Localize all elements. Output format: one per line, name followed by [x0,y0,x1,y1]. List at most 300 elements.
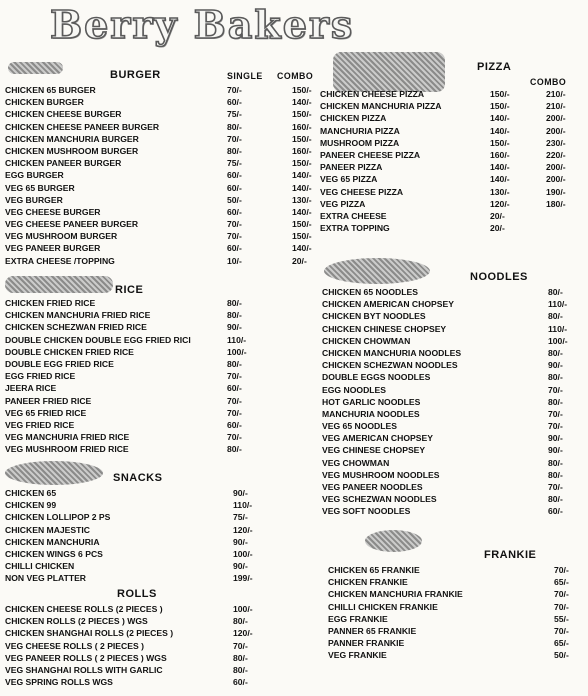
rolls-list [5,603,330,688]
item-price: 80/- [227,444,242,455]
menu-item [320,173,585,185]
item-single-price: 60/- [227,182,242,193]
item-combo-price: 140/- [292,170,312,181]
item-combo-price: 210/- [546,101,566,112]
menu-item [5,242,330,254]
item-name: CHICKEN MANCHURIA NOODLES [322,347,462,358]
item-name: CHICKEN 65 NOODLES [322,287,418,297]
item-combo-price: 200/- [546,162,566,173]
menu-item [5,133,330,145]
item-name: VEG 65 BURGER [5,182,75,193]
menu-item [322,286,585,298]
item-name: CHICKEN MUSHROOM BURGER [5,145,139,156]
item-combo-price: 200/- [546,125,566,136]
menu-item [328,649,585,661]
frankie-section [328,546,585,662]
item-name: VEG BURGER [5,194,63,205]
item-name: CHICKEN MANCHURIA BURGER [5,133,139,144]
menu-item [322,323,585,335]
item-price: 100/- [233,604,253,614]
menu-item [320,125,585,137]
item-combo-price: 140/- [292,182,312,193]
menu-item [5,431,330,443]
item-name: VEG CHINESE CHOPSEY [322,445,426,456]
item-combo-price: 200/- [546,113,566,124]
menu-item [5,615,330,627]
menu-item [320,137,585,149]
item-single-price: 75/- [227,158,242,169]
item-single-price: 150/- [490,137,510,148]
menu-item [322,481,585,493]
item-name: EXTRA CHEESE /TOPPING [5,255,115,266]
menu-item [5,358,330,370]
menu-item [5,321,330,333]
item-name: CHICKEN LOLLIPOP 2 PS [5,512,111,523]
item-single-price: 70/- [227,219,242,230]
item-name: CHILLI CHICKEN FRANKIE [328,601,438,612]
burger-title: BURGER [110,69,161,81]
item-name: VEG CHEESE BURGER [5,206,101,217]
menu-item [322,298,585,310]
menu-item [322,408,585,420]
noodles-header [322,268,585,286]
menu-item [5,145,330,157]
item-name: VEG PANEER NOODLES [322,482,423,492]
item-price: 100/- [233,548,253,559]
item-name: DOUBLE EGG FRIED RICE [5,358,114,369]
item-combo-price: 230/- [546,137,566,148]
menu-item [322,396,585,408]
menu-item [322,444,585,456]
item-name: VEG PIZZA [320,198,366,209]
frankie-list [328,564,585,662]
item-single-price: 140/- [490,174,510,185]
item-price: 70/- [548,421,563,432]
item-combo-price: 180/- [546,198,566,209]
snacks-header [5,469,330,487]
menu-item [5,309,330,321]
item-name: PANNER 65 FRANKIE [328,625,417,636]
item-single-price: 60/- [227,170,242,181]
item-name: VEG FRANKIE [328,650,387,661]
item-combo-price: 160/- [292,145,312,156]
item-name: VEG CHEESE PANEER BURGER [5,219,139,230]
item-name: CHICKEN ROLLS (2 PIECES ) WGS [5,616,148,627]
menu-item [5,169,330,181]
item-single-price: 160/- [490,149,510,160]
item-name: CHICKEN CHEESE PIZZA [320,89,425,99]
item-price: 70/- [233,640,248,651]
item-name: PANEER PIZZA [320,162,383,173]
item-name: CHICKEN SCHEZWAN FRIED RICE [5,322,147,333]
item-price: 80/- [548,372,563,383]
menu-item [5,499,330,511]
snacks-list [5,487,330,585]
item-name: VEG SHANGHAI ROLLS WITH GARLIC [5,664,163,675]
item-single-price: 130/- [490,186,510,197]
menu-item [320,222,585,234]
item-price: 90/- [233,536,248,547]
brand-logo: Berry Bakers [50,2,355,47]
item-name: CHICKEN FRANKIE [328,577,408,588]
item-name: VEG PANEER ROLLS ( 2 PIECES ) WGS [5,652,167,663]
menu-item [322,457,585,469]
menu-item [5,206,330,218]
menu-item [5,297,330,309]
item-combo-price: 130/- [292,194,312,205]
item-name: JEERA RICE [5,383,57,394]
item-name: CHICKEN SHANGHAI ROLLS (2 PIECES ) [5,628,174,639]
menu-item [320,198,585,210]
menu-item [5,84,330,96]
item-price: 70/- [227,432,242,443]
item-single-price: 140/- [490,125,510,136]
item-price: 199/- [233,573,253,584]
menu-item [320,161,585,173]
item-price: 90/- [227,322,242,333]
burger-header [5,66,330,84]
item-price: 70/- [548,408,563,419]
item-price: 80/- [548,469,563,480]
item-combo-price: 150/- [292,231,312,242]
item-price: 80/- [548,396,563,407]
menu-item [5,548,330,560]
item-name: PANNER FRANKIE [328,638,405,649]
rice-title: RICE [115,284,144,296]
item-name: CHILLI CHICKEN [5,561,75,572]
item-single-price: 70/- [227,85,242,95]
item-name: MUSHROOM PIZZA [320,137,400,148]
menu-item [320,100,585,112]
item-name: VEG CHEESE ROLLS ( 2 PIECES ) [5,640,144,651]
menu-item [5,419,330,431]
pizza-section [320,58,585,234]
noodles-title: NOODLES [470,271,528,283]
menu-item [5,524,330,536]
item-name: VEG CHOWMAN [322,457,390,468]
pizza-header [320,58,585,76]
item-name: DOUBLE CHICKEN DOUBLE EGG FRIED RICI [5,334,191,345]
item-price: 80/- [548,494,563,505]
item-combo-price: 200/- [546,174,566,185]
noodles-list [322,286,585,518]
frankie-header [328,546,585,564]
item-combo-price: 150/- [292,158,312,169]
item-combo-price: 150/- [292,109,312,120]
menu-item [322,469,585,481]
item-price: 120/- [233,524,253,535]
item-price: 60/- [227,383,242,394]
menu-item [328,576,585,588]
menu-item [5,560,330,572]
item-single-price: 75/- [227,109,242,120]
menu-item [5,96,330,108]
item-name: VEG AMERICAN CHOPSEY [322,433,433,444]
menu-item [5,536,330,548]
item-name: VEG MUSHROOM FRIED RICE [5,444,129,455]
rice-section [5,283,330,455]
item-name: CHICKEN CHOWMAN [322,335,411,346]
item-price: 80/- [227,298,242,308]
item-name: EGG NOODLES [322,384,386,395]
item-price: 90/- [548,433,563,444]
item-price: 70/- [554,565,569,575]
menu-item [320,210,585,222]
item-price: 70/- [227,371,242,382]
item-name: CHICKEN CHEESE BURGER [5,109,122,120]
menu-item [5,334,330,346]
rolls-section [5,585,330,688]
item-name: EGG FRIED RICE [5,371,76,382]
item-name: CHICKEN PIZZA [320,113,387,124]
item-name: DOUBLE CHICKEN FRIED RICE [5,346,134,357]
item-price: 80/- [548,287,563,297]
item-price: 70/- [554,601,569,612]
menu-item [320,149,585,161]
item-name: EXTRA CHEESE [320,210,387,221]
menu-item [5,664,330,676]
item-price: 120/- [233,628,253,639]
item-price: 65/- [554,577,569,588]
item-name: CHICKEN WINGS 6 PCS [5,548,103,559]
item-price: 70/- [548,384,563,395]
item-price: 100/- [227,346,247,357]
item-combo-price: 210/- [546,89,566,99]
item-name: EXTRA TOPPING [320,223,390,234]
item-price: 65/- [554,638,569,649]
item-name: CHICKEN 65 FRANKIE [328,565,420,575]
menu-item [5,652,330,664]
item-price: 90/- [548,360,563,371]
item-single-price: 60/- [227,97,242,108]
menu-item [322,505,585,517]
item-single-price: 20/- [490,223,505,234]
pizza-title: PIZZA [477,61,512,73]
item-price: 60/- [548,506,563,517]
item-single-price: 70/- [227,231,242,242]
item-name: VEG 65 PIZZA [320,174,378,185]
menu-item [322,420,585,432]
menu-item [5,640,330,652]
burger-list [5,84,330,267]
menu-item [322,493,585,505]
item-price: 70/- [227,407,242,418]
item-combo-price: 140/- [292,97,312,108]
item-name: VEG 65 NOODLES [322,421,397,432]
menu-item [5,603,330,615]
frankie-title: FRANKIE [484,549,537,561]
item-name: CHICKEN MANCHURIA FRIED RICE [5,310,151,321]
rice-header [5,283,330,297]
item-single-price: 20/- [490,210,505,221]
snacks-title: SNACKS [113,472,163,484]
item-price: 80/- [227,358,242,369]
menu-item [5,407,330,419]
menu-item [5,487,330,499]
item-price: 70/- [554,625,569,636]
item-name: VEG SPRING ROLLS WGS [5,677,113,688]
menu-item [322,335,585,347]
menu-item [322,359,585,371]
item-combo-price: 150/- [292,85,312,95]
item-price: 90/- [233,488,248,498]
burger-single-label: SINGLE [227,71,263,81]
menu-item [328,625,585,637]
item-name: CHICKEN FRIED RICE [5,298,96,308]
item-name: EGG FRANKIE [328,613,388,624]
item-combo-price: 20/- [292,255,307,266]
item-price: 80/- [233,664,248,675]
item-name: VEG MUSHROOM NOODLES [322,469,440,480]
pizza-list [320,88,585,234]
rolls-title: ROLLS [117,588,157,600]
item-name: CHICKEN MANCHURIA [5,536,100,547]
menu-item [322,371,585,383]
menu-item [322,310,585,322]
snacks-section [5,469,330,585]
item-price: 60/- [227,419,242,430]
item-name: CHICKEN BYT NOODLES [322,311,426,322]
item-single-price: 140/- [490,162,510,173]
item-combo-price: 140/- [292,206,312,217]
item-price: 60/- [233,677,248,688]
item-price: 75/- [233,512,248,523]
item-name: VEG SCHEZWAN NOODLES [322,494,437,505]
item-name: CHICKEN PANEER BURGER [5,158,122,169]
item-combo-price: 220/- [546,149,566,160]
item-price: 110/- [548,299,568,310]
item-price: 90/- [233,561,248,572]
item-name: CHICKEN 99 [5,500,57,511]
item-name: CHICKEN BURGER [5,97,84,108]
menu-item [5,370,330,382]
menu-item [320,186,585,198]
menu-item [5,121,330,133]
menu-item [5,572,330,584]
menu-item [328,613,585,625]
menu-item [328,637,585,649]
menu-item [5,627,330,639]
item-single-price: 70/- [227,133,242,144]
item-name: CHICKEN MANCHURIA PIZZA [320,101,442,112]
item-name: VEG FRIED RICE [5,419,75,430]
item-name: DOUBLE EGGS NOODLES [322,372,431,383]
menu-item [5,382,330,394]
item-single-price: 60/- [227,243,242,254]
menu-item [320,112,585,124]
item-price: 80/- [548,457,563,468]
item-name: HOT GARLIC NOODLES [322,396,421,407]
menu-item [5,676,330,688]
item-name: CHICKEN CHEESE ROLLS (2 PIECES ) [5,604,163,614]
item-price: 80/- [233,652,248,663]
noodles-section [322,268,585,518]
item-price: 80/- [227,310,242,321]
menu-item [5,194,330,206]
item-name: CHICKEN 65 [5,488,57,498]
item-name: CHICKEN CHINESE CHOPSEY [322,323,447,334]
item-name: VEG MANCHURIA FRIED RICE [5,432,130,443]
item-single-price: 140/- [490,113,510,124]
item-combo-price: 140/- [292,243,312,254]
item-name: MANCHURIA PIZZA [320,125,400,136]
item-single-price: 150/- [490,101,510,112]
pizza-combo-label: COMBO [530,77,567,87]
item-single-price: 80/- [227,121,242,132]
menu-item [328,564,585,576]
item-name: EGG BURGER [5,170,64,181]
item-name: VEG MUSHROOM BURGER [5,231,118,242]
menu-item [5,255,330,267]
menu-item [5,108,330,120]
menu-item [5,395,330,407]
item-name: CHICKEN MAJESTIC [5,524,90,535]
burger-combo-label: COMBO [277,71,314,81]
item-name: CHICKEN MANCHURIA FRANKIE [328,589,463,600]
item-name: CHICKEN AMERICAN CHOPSEY [322,299,454,310]
item-single-price: 60/- [227,206,242,217]
item-single-price: 150/- [490,89,510,99]
item-name: VEG SOFT NOODLES [322,506,411,517]
item-name: PANEER CHEESE PIZZA [320,149,421,160]
item-single-price: 120/- [490,198,510,209]
item-single-price: 80/- [227,145,242,156]
item-price: 70/- [554,589,569,600]
item-combo-price: 160/- [292,121,312,132]
item-price: 80/- [548,311,563,322]
item-name: VEG PANEER BURGER [5,243,101,254]
item-combo-price: 150/- [292,219,312,230]
item-name: NON VEG PLATTER [5,573,87,584]
item-price: 80/- [233,616,248,627]
menu-item [322,432,585,444]
menu-item [322,384,585,396]
item-combo-price: 150/- [292,133,312,144]
item-price: 80/- [548,347,563,358]
menu-item [5,230,330,242]
item-name: MANCHURIA NOODLES [322,408,420,419]
item-combo-price: 190/- [546,186,566,197]
item-name: CHICKEN 65 BURGER [5,85,96,95]
item-single-price: 50/- [227,194,242,205]
item-name: PANEER FRIED RICE [5,395,92,406]
menu-item [322,347,585,359]
menu-item [328,601,585,613]
menu-item [5,443,330,455]
item-price: 100/- [548,335,568,346]
menu-item [5,157,330,169]
menu-item [5,511,330,523]
item-price: 70/- [227,395,242,406]
menu-item [328,588,585,600]
item-price: 110/- [548,323,568,334]
menu-item [5,182,330,194]
menu-item [5,346,330,358]
item-name: VEG CHEESE PIZZA [320,186,404,197]
rice-list [5,297,330,455]
item-name: CHICKEN SCHEZWAN NOODLES [322,360,458,371]
menu-item [5,218,330,230]
item-price: 50/- [554,650,569,661]
item-name: VEG 65 FRIED RICE [5,407,87,418]
item-price: 110/- [233,500,253,511]
item-price: 55/- [554,613,569,624]
item-price: 70/- [548,482,563,492]
item-price: 110/- [227,334,247,345]
item-name: CHICKEN CHEESE PANEER BURGER [5,121,160,132]
menu-item [320,88,585,100]
item-price: 90/- [548,445,563,456]
